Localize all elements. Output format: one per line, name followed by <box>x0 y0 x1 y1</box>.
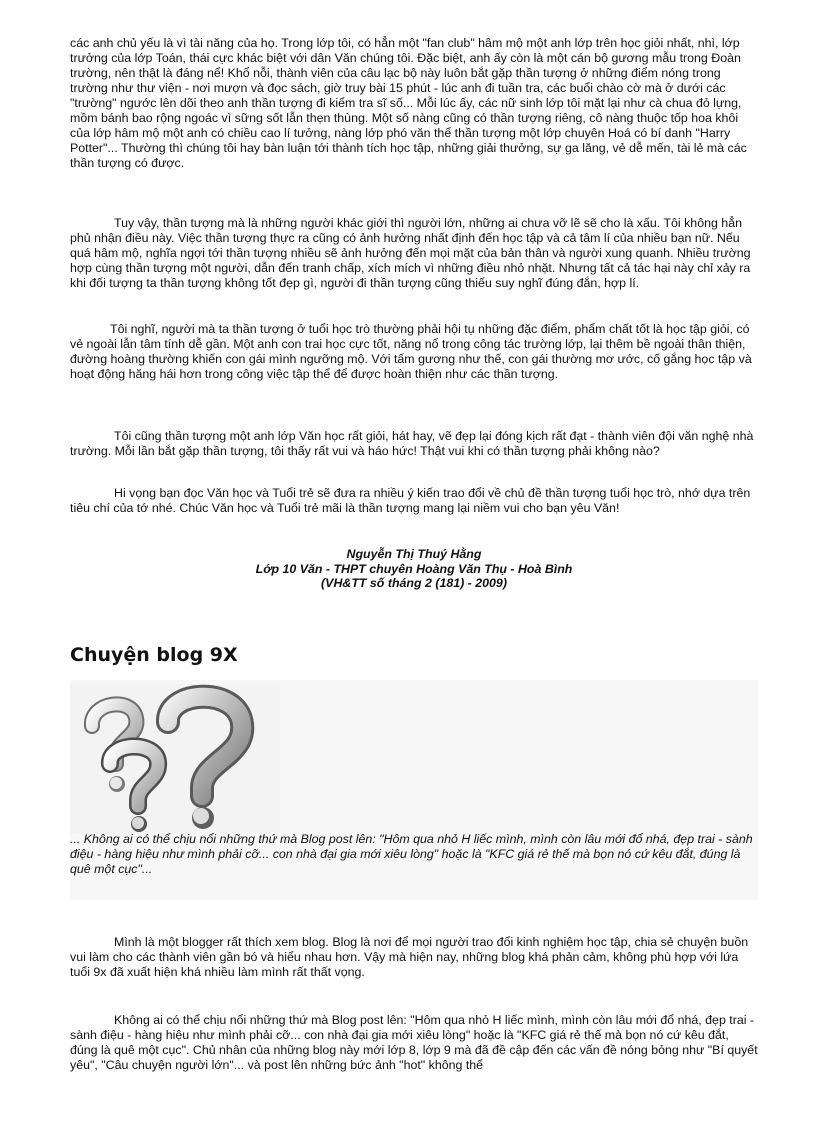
article1-paragraph-4: Tôi cũng thần tượng một anh lớp Văn học rất giỏi, hát hay, vẽ đẹp lại đóng kịch rất đạt - thành viên đội văn nghệ nhà trường. Mỗi lần bắt gặp thần tượng, tôi thấy rất vui và háo hức! Thật vui khi có thần tượng phải không nào? <box>70 429 754 458</box>
article1-paragraph-2: Tuy vậy, thần tượng mà là những người khác giới thì người lớn, những ai chưa vỡ lẽ sẽ cho là xấu. Tôi không hẳn phủ nhận điều này. Việc thần tượng thực ra cũng có ảnh hưởng nhất định đến học tập và cả tâm lí của nhiều bạn nữ. Nếu quá hâm mộ, nghĩa ngợi tới thần tượng nhiều sẽ ảnh hưởng đến mọi mặt của bản thân và người xung quanh. Nhiều trường hợp cùng thần tượng một người, dẫn đến tranh chấp, xích mích vì những điều nhỏ nhặt. Nhưng tất cả tác hại này chỉ xảy ra khi đối tượng ta thần tượng không tốt đẹp gì, người đi thần tượng cũng thiếu suy nghĩ đúng đắn, hợp lí. <box>70 216 751 290</box>
question-marks-image <box>70 684 280 834</box>
article2-caption: ... Không ai có thể chịu nổi những thứ mà Blog post lên: "Hôm qua nhỏ H liếc mình, mình còn lâu mới đổ nhá, đẹp trai - sành điệu - hàng hiệu như mình phải cỡ... con nhà đại gia mới xiêu lòng" hoặc là "KFC giá rẻ thế mà bọn nó cứ kêu đắt, đúng là quê một cục"... <box>70 832 753 876</box>
article2-title: Chuyện blog 9X <box>70 644 238 666</box>
article1-signature <box>70 547 758 591</box>
article1-paragraph-1: các anh chủ yếu là vì tài năng của họ. Trong lớp tôi, có hẳn một "fan club" hâm mộ một anh lớp trên học giỏi nhất, nhì, lớp trưởng của lớp Toán, thái cực khác biệt với dân Văn chúng tôi. Đặc biệt, anh ấy còn là một cán bộ gương mẫu trong Đoàn trường, nên thật là đáng nể! Khổ nỗi, thành viên của câu lạc bộ này luôn bắt gặp thần tượng ở những điểm nóng trong trường như thư viện - nơi mượn và đọc sách, giờ truy bài 15 phút - lúc anh đi tuần tra, các buổi chào cờ mà ở dưới các "trường" ngước lên dõi theo anh thần tượng đi kiểm tra sĩ số... Mỗi lúc ấy, các nữ sinh lớp tôi mặt lại như cà chua đỏ lựng, mồm bánh bao rộng ngoác vì sững sốt lẫn thẹn thùng. Một số nàng cũng có thần tượng riêng, cô nàng thuộc tốp hoa khôi của lớp hâm mộ một anh có chiều cao lí tưởng, nàng lớp phó văn thể thần tượng một lớp chuyên Hoá có bí danh "Harry Potter"... Thường thì chúng tôi hay bàn luận tới thành tích học tập, những giải thưởng, sự ga lăng, vẻ dễ mến, tài lẻ mà các thần tượng có được. <box>70 36 747 170</box>
article1-paragraph-5: Hi vọng bạn đọc Văn học và Tuổi trẻ sẽ đưa ra nhiều ý kiến trao đổi về chủ đề thần tượng tuổi học trò, nhớ dựa trên tiêu chí của tớ nhé. Chúc Văn học và Tuổi trẻ mãi là thần tượng mang lại niềm vui cho bạn yêu Văn! <box>70 486 751 515</box>
article2-paragraph-1: Mình là một blogger rất thích xem blog. Blog là nơi để mọi người trao đổi kinh nghiệm học tập, chia sẻ chuyện buồn vui làm cho các thành viên gần bó và hiểu nhau hơn. Vậy mà hiện nay, những blog khá phản cảm, không phù hợp với lứa tuổi 9x đã xuất hiện khá nhiều làm mình rất thất vọng. <box>70 935 749 979</box>
signature-school: Lớp 10 Văn - THPT chuyên Hoàng Văn Thụ - Hoà Bình <box>255 561 573 576</box>
signature-source: (VH&TT số tháng 2 (181) - 2009) <box>321 576 507 590</box>
article2-paragraph-2: Không ai có thể chịu nổi những thứ mà Blog post lên: "Hôm qua nhỏ H liếc mình, mình còn lâu mới đổ nhá, đẹp trai - sành điệu - hàng hiệu như mình phải cỡ... con nhà đại gia mới xiêu lòng" hoặc là "KFC giá rẻ thế mà bọn nó cứ kêu đắt, đúng là quê một cục". Chủ nhân của những blog này mới lớp 8, lớp 9 mà đã đề cập đến các vấn đề nóng bỏng như "Bí quyết yêu", "Câu chuyện người lớn"... và post lên những bức ảnh "hot" không thể <box>70 1013 758 1072</box>
article1-paragraph-3: Tôi nghĩ, người mà ta thần tượng ở tuổi học trò thường phải hội tụ những đặc điểm, phẩm chất tốt là học tập giỏi, có vẻ ngoài lẫn tâm tính dễ gần. Một anh con trai học cực tốt, năng nổ trong công tác trường lớp, lại thêm bề ngoài thân thiện, đường hoàng thường khiến con gái mình ngưỡng mộ. Với tấm gương như thế, con gái thường mơ ước, cố gắng học tập và hoạt động hăng hái hơn trong công việc tập thể để được hoàn thiện như các thần tượng. <box>70 322 752 381</box>
signature-author: Nguyễn Thị Thuý Hằng <box>346 547 482 561</box>
